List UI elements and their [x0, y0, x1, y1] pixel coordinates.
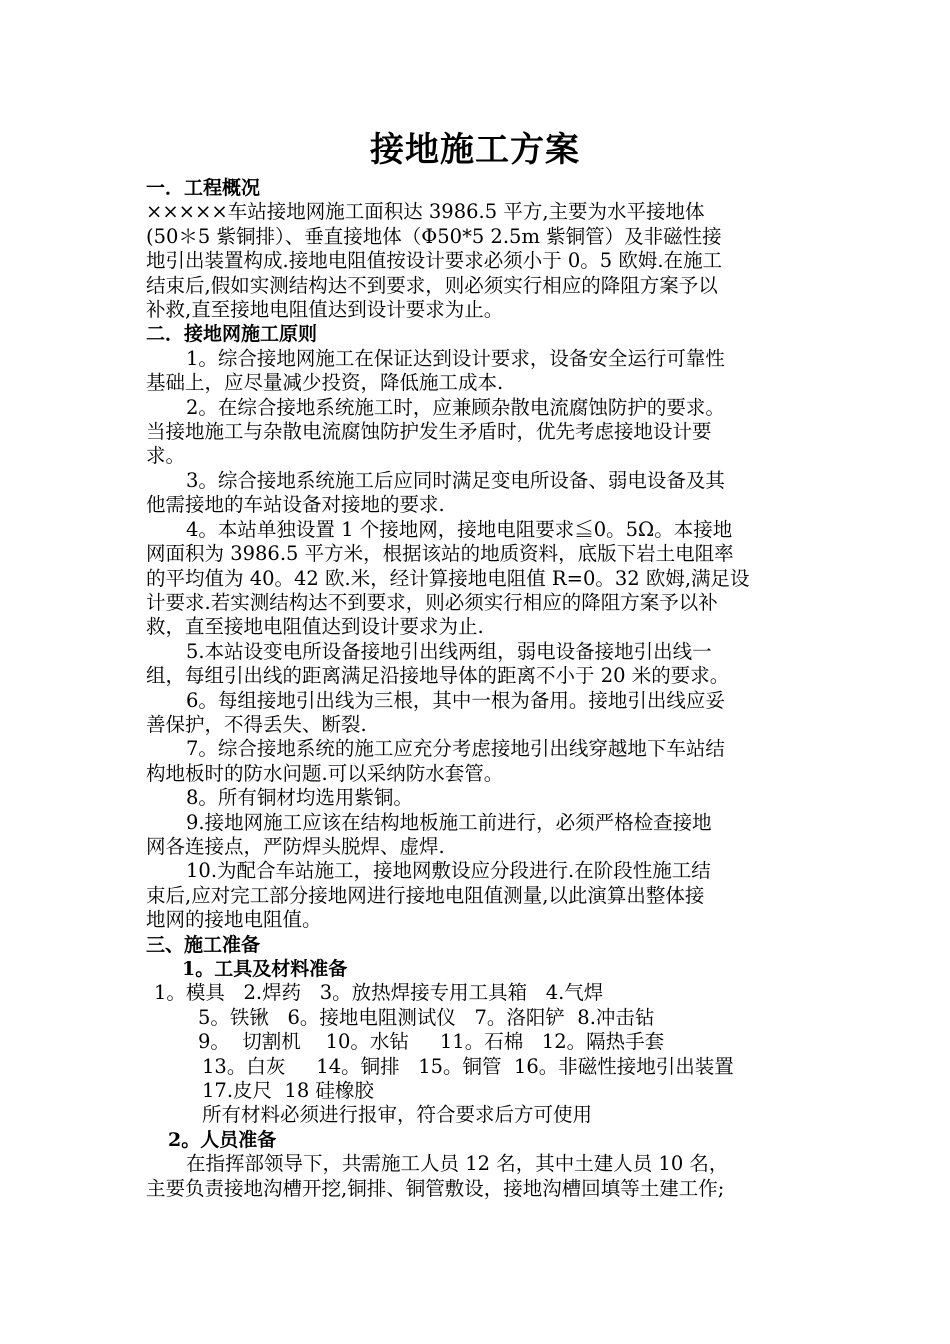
tool-list-line: 17.皮尺 18 硅橡胶: [202, 1079, 374, 1103]
principle-line: 9.接地网施工应该在结构地板施工前进行，必须严格检查接地: [186, 810, 712, 834]
materials-note: 所有材料必须进行报审，符合要求后方可使用: [202, 1103, 593, 1127]
principle-line: 2。在综合接地系统施工时，应兼顾杂散电流腐蚀防护的要求。: [186, 395, 725, 419]
subsection-heading-personnel: 2。人员准备: [168, 1128, 277, 1151]
principle-line: 的平均值为 40。42 欧.米，经计算接地电阻值 R=0。32 欧姆,满足设: [146, 566, 750, 590]
principle-line: 6。每组接地引出线为三根，其中一根为备用。接地引出线应妥: [186, 688, 725, 712]
principle-line: 7。综合接地系统的施工应充分考虑接地引出线穿越地下车站结: [186, 737, 725, 761]
paragraph-line: (50＊5 紫铜排）、垂直接地体（Φ50*5 2.5m 紫铜管）及非磁性接: [146, 224, 722, 248]
principle-line: 基础上，应尽量减少投资，降低施工成本.: [146, 371, 504, 395]
principle-line: 救，直至接地电阻值达到设计要求为止.: [146, 615, 484, 639]
principle-line: 4。本站单独设置 1 个接地网，接地电阻要求≦0。5Ω。本接地: [186, 517, 733, 541]
principle-line: 8。所有铜材均选用紫铜。: [186, 786, 413, 810]
paragraph-line: 补救,直至接地电阻值达到设计要求为止。: [146, 298, 504, 322]
personnel-line: 在指挥部领导下，共需施工人员 12 名，其中土建人员 10 名，: [186, 1152, 729, 1176]
section-heading-preparation: 三、施工准备: [146, 933, 261, 956]
principle-line: 3。综合接地系统施工后应同时满足变电所设备、弱电设备及其: [186, 468, 725, 492]
principle-line: 当接地施工与杂散电流腐蚀防护发生矛盾时，优先考虑接地设计要: [146, 420, 712, 444]
tool-list-line: 1。模具 2.焊药 3。放热焊接专用工具箱 4.气焊: [154, 981, 604, 1005]
principle-line: 求。: [146, 444, 186, 468]
principle-line: 10.为配合车站施工，接地网敷设应分段进行.在阶段性施工结: [186, 859, 711, 883]
document-body: [146, 176, 810, 1201]
principle-line: 束后,应对完工部分接地网进行接地电阻值测量,以此演算出整体接: [146, 883, 705, 907]
principle-line: 他需接地的车站设备对接地的要求.: [146, 493, 445, 517]
principle-line: 网各连接点，严防焊头脱焊、虚焊.: [146, 834, 445, 858]
subsection-heading-tools: 1。工具及材料准备: [182, 958, 348, 980]
principle-line: 构地板时的防水问题.可以采纳防水套管。: [146, 761, 504, 785]
principle-line: 5.本站设变电所设备接地引出线两组，弱电设备接地引出线一: [186, 639, 712, 663]
paragraph-line: 结束后,假如实测结构达不到要求，则必须实行相应的降阻方案予以: [146, 273, 718, 297]
personnel-line: 主要负责接地沟槽开挖,铜排、铜管敷设，接地沟槽回填等土建工作;: [146, 1176, 725, 1200]
tool-list-line: 13。白灰 14。铜排 15。铜管 16。非磁性接地引出装置: [202, 1054, 734, 1078]
section-heading-principles: 二．接地网施工原则: [146, 323, 318, 346]
page-title: 接地施工方案: [370, 130, 580, 170]
principle-line: 计要求.若实测结构达不到要求，则必须实行相应的降阻方案予以补: [146, 590, 718, 614]
tool-list-line: 9。 切割机 10。水钻 11。石棉 12。隔热手套: [198, 1030, 665, 1054]
principle-line: 1。综合接地网施工在保证达到设计要求，设备安全运行可靠性: [186, 346, 725, 370]
section-heading-overview: 一．工程概况: [146, 177, 261, 199]
principle-line: 组，每组引出线的距离满足沿接地导体的距离不小于 20 米的要求。: [146, 664, 730, 688]
principle-line: 地网的接地电阻值。: [146, 908, 322, 932]
tool-list-line: 5。铁锹 6。接地电阻测试仪 7。洛阳铲 8.冲击钻: [198, 1005, 655, 1029]
principle-line: 善保护，不得丢失、断裂.: [146, 712, 367, 736]
paragraph-line: ×××××车站接地网施工面积达 3986.5 平方,主要为水平接地体: [146, 200, 705, 224]
principle-line: 网面积为 3986.5 平方米，根据该站的地质资料，底版下岩土电阻率: [146, 542, 734, 566]
paragraph-line: 地引出装置构成.接地电阻值按设计要求必须小于 0。5 欧姆.在施工: [146, 249, 723, 273]
